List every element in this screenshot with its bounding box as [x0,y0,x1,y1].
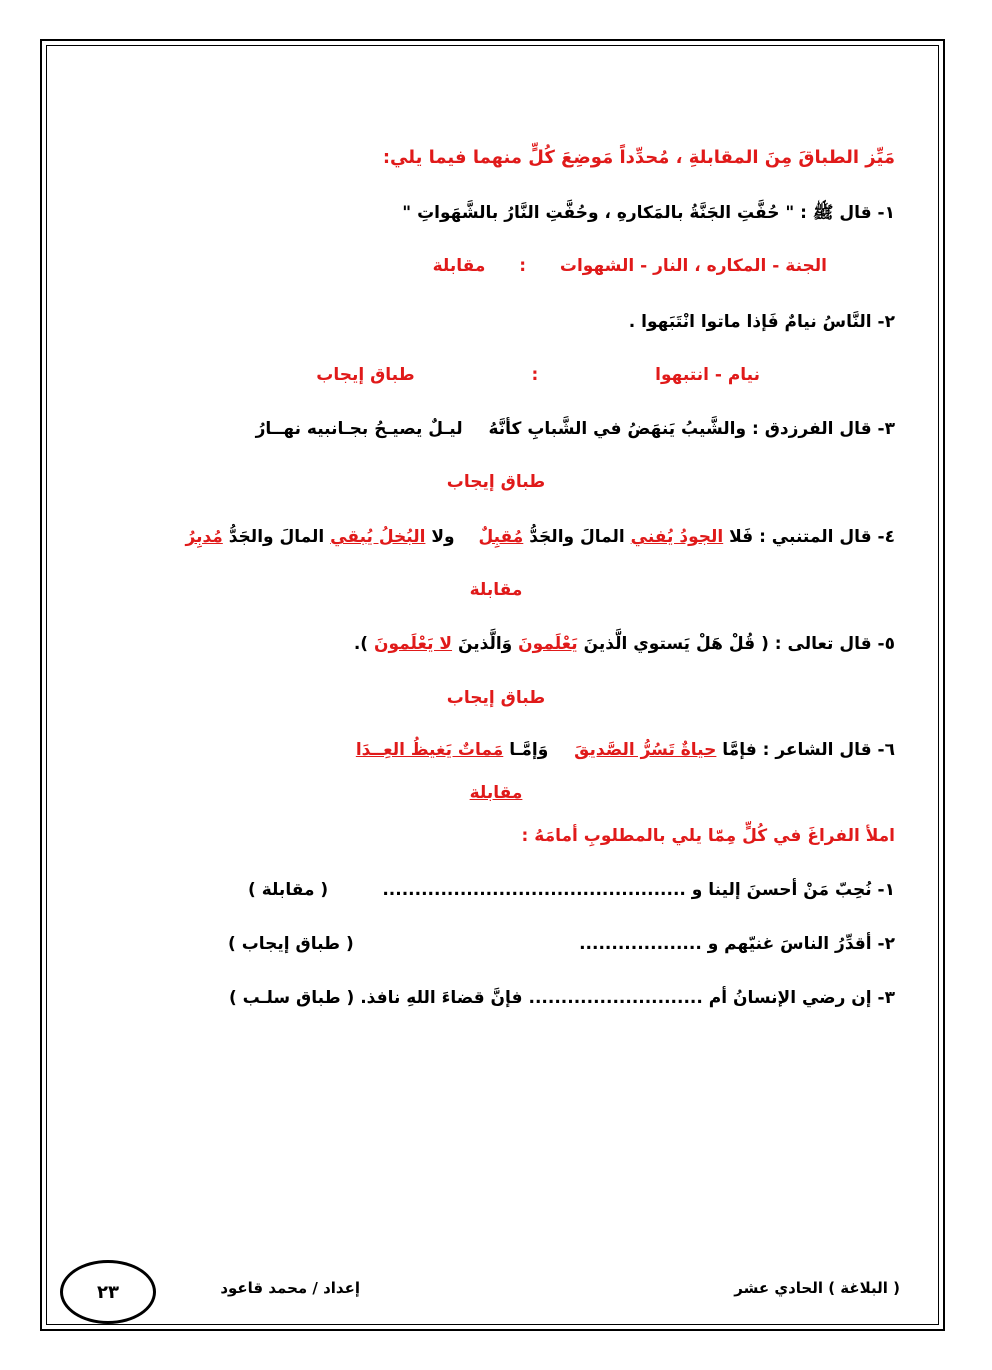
question-4-highlight-3: البُخلُ يُبقي [330,527,426,547]
fill-item-1-hint: ( مقابلة ) [248,880,329,900]
question-3 [256,419,895,439]
question-6-number: ٦- [877,740,895,760]
answer-1 [433,256,827,276]
question-4-intro: قال المتنبي : [759,527,872,547]
fill-item-2-text: أقدِّرُ الناسَ غنيّهم و ................... [579,934,872,954]
question-4-part: المالَ والجَدُّ [228,527,325,547]
fill-item-2-hint: ( طباق إيجاب ) [228,934,354,954]
answer-2 [316,365,760,385]
page-border-inner [46,45,939,1325]
answer-1-type: مقابلة [432,256,486,276]
question-6-part: قال الشاعر : فإمَّا [722,740,872,760]
answer-6-type: مقابلة [469,783,523,803]
question-3-text: قال الفرزدق : والشَّيبُ يَنهَضُ في الشَّبابِ كأنَّهُ [488,419,872,439]
question-6 [356,740,895,760]
fill-item-1-number: ١- [877,880,895,900]
question-4-highlight-4: مُدبِرُ [185,527,223,547]
question-1 [402,202,895,227]
answer-5-type: طباق إيجاب [446,688,546,708]
answer-1-separator: : [519,256,527,276]
question-5-highlight-1: يَعْلَمونَ [518,634,578,654]
question-5-part: ). [353,634,369,654]
fill-item-1 [382,880,895,900]
page-number-oval [60,1260,156,1324]
fill-item-1-text: نُحِبّ مَنْ أحسنَ إلينا و ............................................... [382,880,872,900]
question-2-text: النَّاسُ نيامٌ فَإذا ماتوا انْتَبَهوا . [628,312,872,332]
question-1-text: قال ﷺ : " حُفَّتِ الجَنَّةُ بالمَكارهِ ، وحُفَّتِ النَّارُ بالشَّهَواتِ " [402,203,872,223]
question-6-part: وَإمَّـا [509,740,549,760]
footer-author: إعداد / محمد قاعود [220,1279,360,1297]
question-2 [629,312,895,332]
fill-item-3-number: ٣- [877,988,895,1008]
page-number: ٢٣ [97,1281,119,1303]
question-1-number: ١- [877,203,895,223]
fill-item-3-text: إن رضي الإنسانُ أم ........................... فإنَّ قضاءَ اللهِ نافذ. ( طباق سلـب ) [228,988,872,1008]
answer-1-words: الجنة - المكاره ، النار - الشهوات [559,256,827,276]
footer-subject: ( البلاغة ) الحادي عشر [734,1279,900,1297]
fill-item-2 [579,934,895,954]
fill-item-3 [229,988,895,1008]
question-3-number: ٣- [877,419,895,439]
answer-2-separator: : [531,365,539,385]
question-4-number: ٤- [877,527,895,547]
question-4-part: ولا [431,527,455,547]
question-6-highlight-1: حياةٌ تَسُرُّ الصَّديقَ [574,740,717,760]
question-5-number: ٥- [877,634,895,654]
fill-item-2-number: ٢- [877,934,895,954]
question-4-highlight-2: مُقبِلٌ [478,527,524,547]
question-3-text-2: ليـلٌ يصيـحُ بجـانبيه نهــارُ [255,419,463,439]
question-5-part: وَالَّذينَ [457,634,513,654]
question-4 [186,527,896,547]
exercise1-title: مَيِّز الطباقَ مِنَ المقابلةِ ، مُحدِّداً مَوضِعَ كُلٍّ منهما فيما يلي: [382,147,895,168]
answer-4-type: مقابلة [469,580,523,600]
question-4-highlight-1: الجودُ يُفني [630,527,724,547]
answer-2-type: طباق إيجاب [316,365,415,385]
question-5-part: قال تعالى : ( قُلْ هَلْ يَستوي الَّذينَ [583,634,872,654]
question-2-number: ٢- [877,312,895,332]
exercise2-title: املأ الفراغَ في كُلٍّ مِمّا يلي بالمطلوبِ أمامَهُ : [521,826,895,846]
question-6-highlight-2: مَماتٌ يَغيظُ العِــدَا [355,740,504,760]
question-5 [354,634,895,654]
answer-3-type: طباق إيجاب [446,472,546,492]
question-4-part: فَلا [729,527,754,547]
question-4-part: المالَ والجَدُّ [529,527,625,547]
answer-2-words: نيام - انتبهوا [655,365,760,385]
question-5-highlight-2: لا يَعْلَمونَ [373,634,453,654]
